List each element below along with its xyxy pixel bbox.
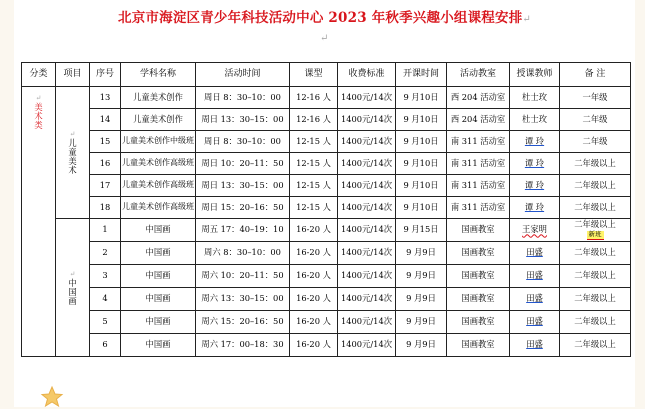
classroom <box>447 288 510 311</box>
start-date-text: 9 月9日 <box>406 270 436 281</box>
activity-time-text: 周五 17：40–19：10 <box>201 224 284 235</box>
column-header: 授课教师 <box>510 63 560 87</box>
remark <box>560 265 631 288</box>
row-number-text: 1 <box>102 224 108 235</box>
fee-text: 1400元/14次 <box>340 135 393 146</box>
star-icon <box>40 385 64 409</box>
activity-time <box>196 109 290 131</box>
activity-time <box>196 311 290 334</box>
activity-time-text: 周日 13：30–15：00 <box>201 113 284 124</box>
start-date <box>396 288 447 311</box>
classroom-text: 国画教室 <box>461 339 495 350</box>
teacher-text: 田盛 <box>526 316 543 327</box>
class-size-text: 12-16 人 <box>296 91 331 102</box>
remark <box>560 175 631 197</box>
remark-text: 二年级以上 <box>574 339 616 350</box>
class-size <box>290 197 338 219</box>
class-size <box>290 109 338 131</box>
class-size <box>290 334 338 357</box>
classroom <box>447 175 510 197</box>
activity-time <box>196 265 290 288</box>
project-char: 美 <box>68 156 77 167</box>
activity-time-text: 周六 8：30–10：00 <box>204 247 281 258</box>
class-size-text: 16-20 人 <box>296 247 331 258</box>
activity-time <box>196 288 290 311</box>
class-size <box>290 175 338 197</box>
teacher <box>510 242 560 265</box>
activity-time-text: 周日 8：30–10：00 <box>204 91 281 102</box>
document-page <box>14 0 635 407</box>
start-date-text: 9 月10日 <box>403 91 439 102</box>
start-date-text: 9 月10日 <box>403 179 439 190</box>
table-row <box>22 311 631 334</box>
table-row <box>22 153 631 175</box>
column-header: 开课时间 <box>396 63 447 87</box>
row-number-text: 3 <box>102 270 108 281</box>
subject-name-text: 中国画 <box>145 224 171 235</box>
class-size-text: 12-15 人 <box>296 179 331 190</box>
classroom <box>447 242 510 265</box>
remark <box>560 242 631 265</box>
start-date-text: 9 月9日 <box>406 247 436 258</box>
start-date <box>396 265 447 288</box>
class-size <box>290 265 338 288</box>
category-char: 类 <box>34 119 43 130</box>
row-number <box>90 219 121 242</box>
class-size-text: 12-16 人 <box>296 113 331 124</box>
row-number <box>90 175 121 197</box>
row-number <box>90 311 121 334</box>
fee-text: 1400元/14次 <box>340 157 393 168</box>
activity-time-text: 周日 15：20–16：50 <box>201 201 284 212</box>
teacher <box>510 334 560 357</box>
teacher <box>510 219 560 242</box>
class-size-text: 16-20 人 <box>296 316 331 327</box>
start-date-text: 9 月9日 <box>406 293 436 304</box>
fee-text: 1400元/14次 <box>340 270 393 281</box>
subject-name-text: 儿童美术创作 <box>133 91 183 102</box>
project-char: 儿 <box>68 138 77 149</box>
start-date <box>396 175 447 197</box>
start-date <box>396 87 447 109</box>
subject-name <box>121 219 196 242</box>
subject-name-text: 儿童美术创作高级班 <box>122 202 194 212</box>
class-size-text: 16-20 人 <box>296 270 331 281</box>
row-number-text: 13 <box>99 91 111 102</box>
start-date <box>396 242 447 265</box>
column-header: 收费标准 <box>338 63 396 87</box>
fee-text: 1400元/14次 <box>340 247 393 258</box>
classroom <box>447 153 510 175</box>
subject-name-text: 中国画 <box>145 316 171 327</box>
subject-name <box>121 311 196 334</box>
remark <box>560 109 631 131</box>
fee <box>338 311 396 334</box>
fee <box>338 197 396 219</box>
start-date <box>396 153 447 175</box>
classroom <box>447 334 510 357</box>
classroom-text: 南 311 活动室 <box>450 179 506 190</box>
row-number <box>90 265 121 288</box>
start-date <box>396 311 447 334</box>
table-row <box>22 242 631 265</box>
classroom-text: 南 311 活动室 <box>450 135 506 146</box>
row-number-text: 15 <box>99 135 111 146</box>
class-size <box>290 288 338 311</box>
schedule-table <box>21 62 631 357</box>
project-char: 画 <box>68 295 77 306</box>
classroom-text: 国画教室 <box>461 224 495 235</box>
remark-text: 二年级 <box>582 135 608 146</box>
teacher <box>510 265 560 288</box>
classroom <box>447 265 510 288</box>
project-char: 术 <box>68 165 77 176</box>
activity-time-text: 周六 10：20–11：50 <box>201 270 284 281</box>
remark-text: 二年级以上 <box>574 219 616 230</box>
column-header: 活动时间 <box>196 63 290 87</box>
remark <box>560 288 631 311</box>
fee-text: 1400元/14次 <box>340 224 393 235</box>
subject-name <box>121 334 196 357</box>
fee-text: 1400元/14次 <box>340 339 393 350</box>
class-size <box>290 153 338 175</box>
start-date-text: 9 月10日 <box>403 201 439 212</box>
activity-time-text: 周六 15：20–16：50 <box>201 316 284 327</box>
class-size <box>290 131 338 153</box>
subject-name <box>121 175 196 197</box>
teacher-text: 王家明 <box>522 224 547 235</box>
fee-text: 1400元/14次 <box>340 179 393 190</box>
subject-name <box>121 288 196 311</box>
start-date <box>396 334 447 357</box>
subject-name-text: 儿童美术创作高级班 <box>122 158 194 168</box>
activity-time <box>196 219 290 242</box>
fee <box>338 109 396 131</box>
subject-name-text: 中国画 <box>145 339 171 350</box>
teacher-text: 谭 玲 <box>524 135 545 146</box>
project-char: 童 <box>68 147 77 158</box>
project-char: 国 <box>68 286 77 297</box>
row-number <box>90 131 121 153</box>
classroom-text: 国画教室 <box>461 293 495 304</box>
subject-name <box>121 197 196 219</box>
remark <box>560 334 631 357</box>
table-row <box>22 109 631 131</box>
column-header: 学科名称 <box>121 63 196 87</box>
column-header: 课型 <box>290 63 338 87</box>
column-header: 项目 <box>56 63 90 87</box>
table-row <box>22 87 631 109</box>
activity-time <box>196 175 290 197</box>
class-size-text: 12-15 人 <box>296 157 331 168</box>
row-number-text: 17 <box>99 179 111 190</box>
page-title: 北京市海淀区青少年科技活动中心 2023 年秋季兴趣小组课程安排↵ <box>118 10 531 26</box>
classroom <box>447 197 510 219</box>
fee-text: 1400元/14次 <box>340 293 393 304</box>
row-number-text: 6 <box>102 339 108 350</box>
start-date-text: 9 月9日 <box>406 316 436 327</box>
start-date-text: 9 月10日 <box>403 157 439 168</box>
activity-time-text: 周六 13：30–15：00 <box>201 293 284 304</box>
row-number-text: 5 <box>102 316 108 327</box>
remark <box>560 87 631 109</box>
teacher-text: 田盛 <box>526 247 543 258</box>
class-size <box>290 219 338 242</box>
table-body <box>22 63 631 357</box>
classroom <box>447 219 510 242</box>
fee <box>338 242 396 265</box>
teacher-text: 田盛 <box>526 293 543 304</box>
subject-name <box>121 265 196 288</box>
class-size-text: 16-20 人 <box>296 339 331 350</box>
category-char: 美 <box>34 101 43 112</box>
table-row <box>22 175 631 197</box>
fee <box>338 87 396 109</box>
table-row <box>22 197 631 219</box>
fee-text: 1400元/14次 <box>340 201 393 212</box>
remark <box>560 153 631 175</box>
start-date <box>396 109 447 131</box>
remark-text: 二年级以上 <box>574 316 616 327</box>
remark-text: 二年级 <box>582 113 608 124</box>
fee-text: 1400元/14次 <box>340 316 393 327</box>
remark <box>560 131 631 153</box>
teacher <box>510 153 560 175</box>
class-size <box>290 311 338 334</box>
teacher <box>510 311 560 334</box>
classroom-text: 国画教室 <box>461 270 495 281</box>
fee <box>338 175 396 197</box>
remark <box>560 197 631 219</box>
subject-name <box>121 109 196 131</box>
table-row <box>22 131 631 153</box>
activity-time <box>196 131 290 153</box>
column-header: 序号 <box>90 63 121 87</box>
table-row <box>22 288 631 311</box>
start-date-text: 9 月9日 <box>406 339 436 350</box>
project-char: 中 <box>68 277 77 288</box>
subject-name <box>121 153 196 175</box>
new-class-badge: 新班 <box>588 230 602 239</box>
fee <box>338 288 396 311</box>
start-date <box>396 219 447 242</box>
row-number <box>90 109 121 131</box>
activity-time <box>196 242 290 265</box>
class-size <box>290 87 338 109</box>
start-date <box>396 131 447 153</box>
subject-name-text: 儿童美术创作 <box>133 113 183 124</box>
paragraph-mark: ↵ <box>320 33 329 44</box>
teacher-text: 田盛 <box>526 270 543 281</box>
class-size-text: 16-20 人 <box>296 224 331 235</box>
activity-time-text: 周日 13：30–15：00 <box>201 179 284 190</box>
fee <box>338 265 396 288</box>
subject-name-text: 中国画 <box>145 270 171 281</box>
remark <box>560 311 631 334</box>
class-size <box>290 242 338 265</box>
remark-text: 二年级以上 <box>574 201 616 212</box>
table-row <box>22 219 631 242</box>
column-header: 活动教室 <box>447 63 510 87</box>
table-row <box>22 334 631 357</box>
classroom <box>447 311 510 334</box>
classroom-text: 国画教室 <box>461 316 495 327</box>
teacher <box>510 288 560 311</box>
category-char: 术 <box>34 110 43 121</box>
project-cell: ↵ 中 国 画 <box>56 219 90 357</box>
teacher <box>510 131 560 153</box>
activity-time <box>196 153 290 175</box>
column-header: 备 注 <box>560 63 631 87</box>
table-row <box>22 265 631 288</box>
class-size-text: 12-15 人 <box>296 135 331 146</box>
subject-name-text: 中国画 <box>145 293 171 304</box>
subject-name-text: 中国画 <box>145 247 171 258</box>
category-cell: ↵ 美 术 类 <box>22 87 56 357</box>
subject-name <box>121 242 196 265</box>
remark-text: 一年级 <box>582 91 608 102</box>
activity-time <box>196 197 290 219</box>
classroom-text: 西 204 活动室 <box>450 91 506 102</box>
fee <box>338 219 396 242</box>
subject-name <box>121 131 196 153</box>
subject-name-text: 儿童美术创作高级班 <box>122 180 194 190</box>
activity-time-text: 周日 10：20–11：50 <box>201 157 284 168</box>
teacher <box>510 87 560 109</box>
column-header: 分类 <box>22 63 56 87</box>
fee <box>338 153 396 175</box>
teacher <box>510 109 560 131</box>
fee <box>338 334 396 357</box>
project-cell: ↵ 儿 童 美 术 <box>56 87 90 219</box>
subject-name <box>121 87 196 109</box>
row-number-text: 16 <box>99 157 111 168</box>
remark-text: 二年级以上 <box>574 293 616 304</box>
subject-name-text: 儿童美术创作中级班 <box>122 136 194 146</box>
row-number-text: 14 <box>99 113 111 124</box>
teacher-text: 谭 玲 <box>524 201 545 212</box>
remark <box>560 219 631 242</box>
start-date-text: 9 月10日 <box>403 135 439 146</box>
row-number <box>90 242 121 265</box>
row-number <box>90 288 121 311</box>
row-number-text: 4 <box>102 293 108 304</box>
teacher-text: 杜士玫 <box>522 113 547 124</box>
remark-text: 二年级以上 <box>574 247 616 258</box>
row-number-text: 18 <box>99 201 111 212</box>
remark-text: 二年级以上 <box>574 270 616 281</box>
class-size-text: 12-15 人 <box>296 201 331 212</box>
activity-time <box>196 87 290 109</box>
remark-text: 二年级以上 <box>574 179 616 190</box>
class-size-text: 16-20 人 <box>296 293 331 304</box>
start-date-text: 9 月10日 <box>403 113 439 124</box>
classroom-text: 国画教室 <box>461 247 495 258</box>
teacher-text: 谭 玲 <box>524 179 545 190</box>
title-text: 北京市海淀区青少年科技活动中心 2023 年秋季兴趣小组课程安排 <box>118 10 523 26</box>
teacher-text: 谭 玲 <box>524 157 545 168</box>
fee-text: 1400元/14次 <box>340 113 393 124</box>
row-number <box>90 153 121 175</box>
remark-text: 二年级以上 <box>574 157 616 168</box>
start-date <box>396 197 447 219</box>
activity-time-text: 周日 8：30–10：00 <box>204 135 281 146</box>
classroom <box>447 87 510 109</box>
activity-time-text: 周六 17：00–18：30 <box>201 339 284 350</box>
classroom-text: 西 204 活动室 <box>450 113 506 124</box>
classroom-text: 南 311 活动室 <box>450 157 506 168</box>
teacher-text: 杜士玫 <box>522 91 547 102</box>
start-date-text: 9 月15日 <box>403 224 439 235</box>
classroom-text: 南 311 活动室 <box>450 201 506 212</box>
row-number <box>90 87 121 109</box>
classroom <box>447 109 510 131</box>
header-row <box>22 63 631 87</box>
activity-time <box>196 334 290 357</box>
teacher <box>510 175 560 197</box>
fee <box>338 131 396 153</box>
teacher-text: 田盛 <box>526 339 543 350</box>
row-number-text: 2 <box>102 247 108 258</box>
teacher <box>510 197 560 219</box>
fee-text: 1400元/14次 <box>340 91 393 102</box>
row-number <box>90 334 121 357</box>
row-number <box>90 197 121 219</box>
classroom <box>447 131 510 153</box>
